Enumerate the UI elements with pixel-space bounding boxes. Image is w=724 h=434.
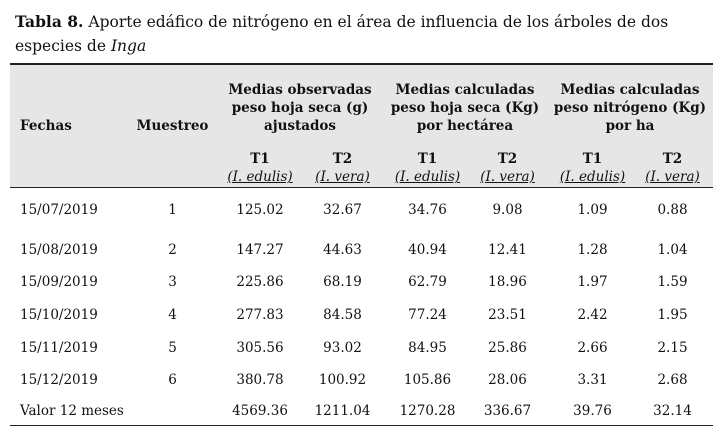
header-muestreo: Muestreo bbox=[136, 118, 209, 134]
cell-value: 84.95 bbox=[408, 340, 447, 356]
subheader-t1-obs: T1 (I. edulis) bbox=[227, 151, 293, 185]
cell-value: 125.02 bbox=[236, 202, 284, 218]
header-group-observadas bbox=[220, 81, 380, 135]
cell-value: 12.41 bbox=[488, 242, 527, 258]
cell-value: 1.09 bbox=[577, 202, 608, 218]
subheader-t1-calc: T1 (I. edulis) bbox=[394, 151, 461, 185]
cell-value: 23.51 bbox=[488, 307, 527, 323]
header-group-observadas-line3: ajustados bbox=[263, 118, 337, 134]
cell-value: 1.59 bbox=[657, 274, 688, 290]
cell-value: 277.83 bbox=[236, 307, 284, 323]
header-group-calc-peso bbox=[385, 81, 545, 135]
cell-muestreo: 2 bbox=[168, 242, 177, 258]
subheader-t1-nit: T1 (I. edulis) bbox=[559, 151, 626, 185]
cell-muestreo: 5 bbox=[168, 340, 177, 356]
header-group-calc-peso-line1: Medias calculadas bbox=[395, 82, 535, 98]
header-group-observadas-line2: peso hoja seca (g) bbox=[231, 100, 369, 116]
cell-value: 32.67 bbox=[323, 202, 362, 218]
cell-muestreo: 1 bbox=[168, 202, 177, 218]
cell-value: 380.78 bbox=[236, 372, 284, 388]
cell-muestreo: 6 bbox=[168, 372, 177, 388]
cell-value: 100.92 bbox=[318, 372, 367, 388]
cell-muestreo: 3 bbox=[168, 274, 177, 290]
cell-value: 105.86 bbox=[403, 372, 452, 388]
table-caption bbox=[15, 10, 715, 58]
header-group-calc-nitrogeno-line3: por ha bbox=[605, 118, 655, 134]
cell-value: 1.97 bbox=[577, 274, 608, 290]
cell-value: 1.28 bbox=[577, 242, 608, 258]
cell-total: 4569.36 bbox=[232, 403, 288, 419]
cell-value: 2.42 bbox=[577, 307, 608, 323]
cell-value: 147.27 bbox=[236, 242, 284, 258]
cell-value: 34.76 bbox=[408, 202, 447, 218]
cell-muestreo: 4 bbox=[168, 307, 177, 323]
cell-total: 336.67 bbox=[483, 403, 532, 419]
header-group-observadas-line1: Medias observadas bbox=[228, 82, 372, 98]
cell-value: 84.58 bbox=[323, 307, 362, 323]
header-group-calc-nitrogeno-line1: Medias calculadas bbox=[560, 82, 700, 98]
cell-value: 18.96 bbox=[488, 274, 527, 290]
header-fechas: Fechas bbox=[20, 118, 72, 134]
cell-total: 1211.04 bbox=[314, 403, 371, 419]
cell-value: 2.66 bbox=[577, 340, 608, 356]
cell-fecha: 15/07/2019 bbox=[20, 202, 98, 218]
header-group-calc-peso-line2: peso hoja seca (Kg) bbox=[390, 100, 540, 116]
cell-fecha: 15/08/2019 bbox=[20, 242, 98, 258]
cell-value: 40.94 bbox=[408, 242, 447, 258]
cell-value: 25.86 bbox=[488, 340, 527, 356]
cell-value: 28.06 bbox=[488, 372, 527, 388]
cell-value: 93.02 bbox=[323, 340, 362, 356]
cell-value: 0.88 bbox=[657, 202, 688, 218]
table-bottom-rule bbox=[10, 425, 713, 426]
cell-fecha: 15/10/2019 bbox=[20, 307, 98, 323]
cell-value: 3.31 bbox=[577, 372, 608, 388]
cell-value: 44.63 bbox=[323, 242, 362, 258]
cell-total-label: Valor 12 meses bbox=[20, 403, 124, 419]
cell-fecha: 15/12/2019 bbox=[20, 372, 98, 388]
cell-value: 62.79 bbox=[408, 274, 447, 290]
cell-value: 1.04 bbox=[657, 242, 688, 258]
caption-text: Aporte edáfico de nitrógeno en el área de influencia de los árboles de dos especies de bbox=[15, 13, 669, 55]
cell-value: 9.08 bbox=[492, 202, 523, 218]
cell-total: 32.14 bbox=[653, 403, 692, 419]
header-group-calc-nitrogeno-line2: peso nitrógeno (Kg) bbox=[553, 100, 707, 116]
header-group-calc-nitrogeno bbox=[550, 81, 710, 135]
subheader-t2-calc: T2 (I. vera) bbox=[480, 151, 535, 185]
subheader-t2-obs: T2 (I. vera) bbox=[315, 151, 370, 185]
subheader-t2-nit: T2 (I. vera) bbox=[645, 151, 700, 185]
cell-fecha: 15/09/2019 bbox=[20, 274, 98, 290]
cell-value: 2.15 bbox=[657, 340, 688, 356]
cell-value: 1.95 bbox=[657, 307, 688, 323]
cell-value: 68.19 bbox=[323, 274, 362, 290]
caption-italic: Inga bbox=[110, 37, 147, 55]
cell-value: 2.68 bbox=[657, 372, 688, 388]
header-group-calc-peso-line3: por hectárea bbox=[416, 118, 514, 134]
cell-value: 225.86 bbox=[236, 274, 284, 290]
cell-value: 77.24 bbox=[408, 307, 447, 323]
caption-label: Tabla 8. bbox=[15, 12, 84, 31]
cell-total: 1270.28 bbox=[399, 403, 456, 419]
cell-total: 39.76 bbox=[573, 403, 612, 419]
cell-fecha: 15/11/2019 bbox=[20, 340, 98, 356]
cell-value: 305.56 bbox=[236, 340, 284, 356]
